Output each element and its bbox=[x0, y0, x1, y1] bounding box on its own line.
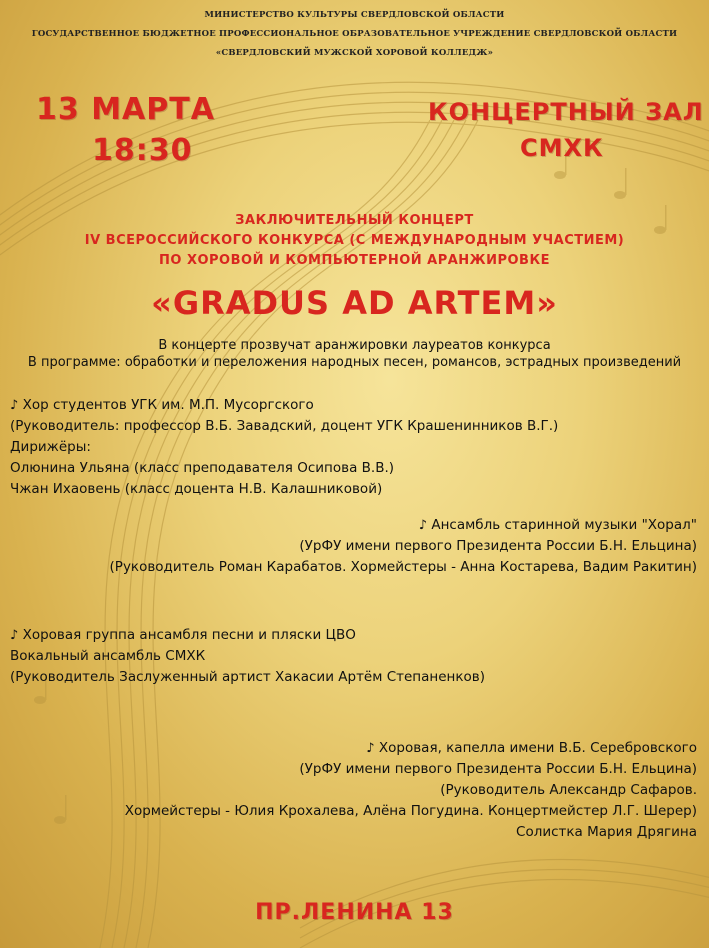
intro-line-2: В программе: обработки и переложения народных песен, романсов, эстрадных произведений bbox=[27, 355, 682, 370]
performer-detail: Хормейстеры - Юлия Крохалева, Алёна Погудина. Концертмейстер Л.Г. Шерер) bbox=[124, 803, 697, 819]
performer-detail: (Руководитель Роман Карабатов. Хормейстеры - Анна Костарева, Вадим Ракитин) bbox=[109, 559, 697, 575]
performer-detail: Вокальный ансамбль СМХК bbox=[10, 648, 206, 664]
performer-detail: Солистка Мария Дрягина bbox=[516, 824, 697, 840]
event-date: 13 МАРТА bbox=[36, 92, 215, 127]
music-note-icon: ♪ bbox=[10, 628, 19, 643]
performer-detail: (УрФУ имени первого Президента России Б.Н. Ельцина) bbox=[299, 538, 697, 554]
event-time: 18:30 bbox=[92, 133, 193, 168]
performer-name: Хоровая, капелла имени В.Б. Серебровского bbox=[374, 740, 697, 756]
music-note-icon: ♪ bbox=[418, 518, 428, 533]
performer-block-1 bbox=[10, 395, 558, 500]
performer-detail: (Руководитель Заслуженный артист Хакасии Артём Степаненков) bbox=[10, 669, 485, 685]
music-note-icon: ♪ bbox=[10, 398, 19, 413]
ministry-line: МИНИСТЕРСТВО КУЛЬТУРЫ СВЕРДЛОВСКОЙ ОБЛАСТИ bbox=[204, 10, 505, 20]
venue-short: СМХК bbox=[520, 134, 604, 162]
performer-name: Ансамбль старинной музыки "Хорал" bbox=[427, 517, 697, 533]
performer-name: Хор студентов УГК им. М.П. Мусоргского bbox=[18, 397, 314, 413]
performer-detail: (УрФУ имени первого Президента России Б.Н. Ельцина) bbox=[299, 761, 697, 777]
performer-block-2 bbox=[110, 515, 697, 578]
college-line: «СВЕРДЛОВСКИЙ МУЖСКОЙ ХОРОВОЙ КОЛЛЕДЖ» bbox=[215, 48, 494, 58]
intro-line-1: В концерте прозвучат аранжировки лауреатов конкурса bbox=[158, 338, 551, 353]
institution-line: ГОСУДАРСТВЕННОЕ БЮДЖЕТНОЕ ПРОФЕССИОНАЛЬНОЕ ОБРАЗОВАТЕЛЬНОЕ УЧРЕЖДЕНИЕ СВЕРДЛОВСКОЙ ОБЛАСТИ bbox=[31, 29, 678, 39]
concert-title: «GRADUS AD ARTEM» bbox=[151, 284, 558, 322]
performer-detail: Дирижёры: bbox=[10, 439, 91, 455]
performer-detail: (Руководитель: профессор В.Б. Завадский, доцент УГК Крашенинников В.Г.) bbox=[10, 418, 559, 434]
performer-detail: Олюнина Ульяна (класс преподавателя Осипова В.В.) bbox=[10, 460, 395, 476]
performer-name: Хоровая группа ансамбля песни и пляски ЦВО bbox=[18, 627, 356, 643]
performer-block-3 bbox=[10, 625, 485, 688]
venue-name: КОНЦЕРТНЫЙ ЗАЛ bbox=[428, 98, 704, 126]
concert-subtitle-3: ПО ХОРОВОЙ И КОМПЬЮТЕРНОЙ АРАНЖИРОВКЕ bbox=[159, 253, 550, 268]
performer-block-4 bbox=[125, 738, 697, 843]
performer-detail: Чжан Ихаовень (класс доцента Н.В. Калашниковой) bbox=[10, 481, 383, 497]
concert-subtitle-2: IV ВСЕРОССИЙСКОГО КОНКУРСА (С МЕЖДУНАРОДНЫМ УЧАСТИЕМ) bbox=[84, 233, 625, 248]
event-address: ПР.ЛЕНИНА 13 bbox=[255, 900, 454, 925]
concert-subtitle-1: ЗАКЛЮЧИТЕЛЬНЫЙ КОНЦЕРТ bbox=[235, 213, 474, 228]
performer-detail: (Руководитель Александр Сафаров. bbox=[440, 782, 697, 798]
music-note-icon: ♪ bbox=[366, 741, 375, 756]
